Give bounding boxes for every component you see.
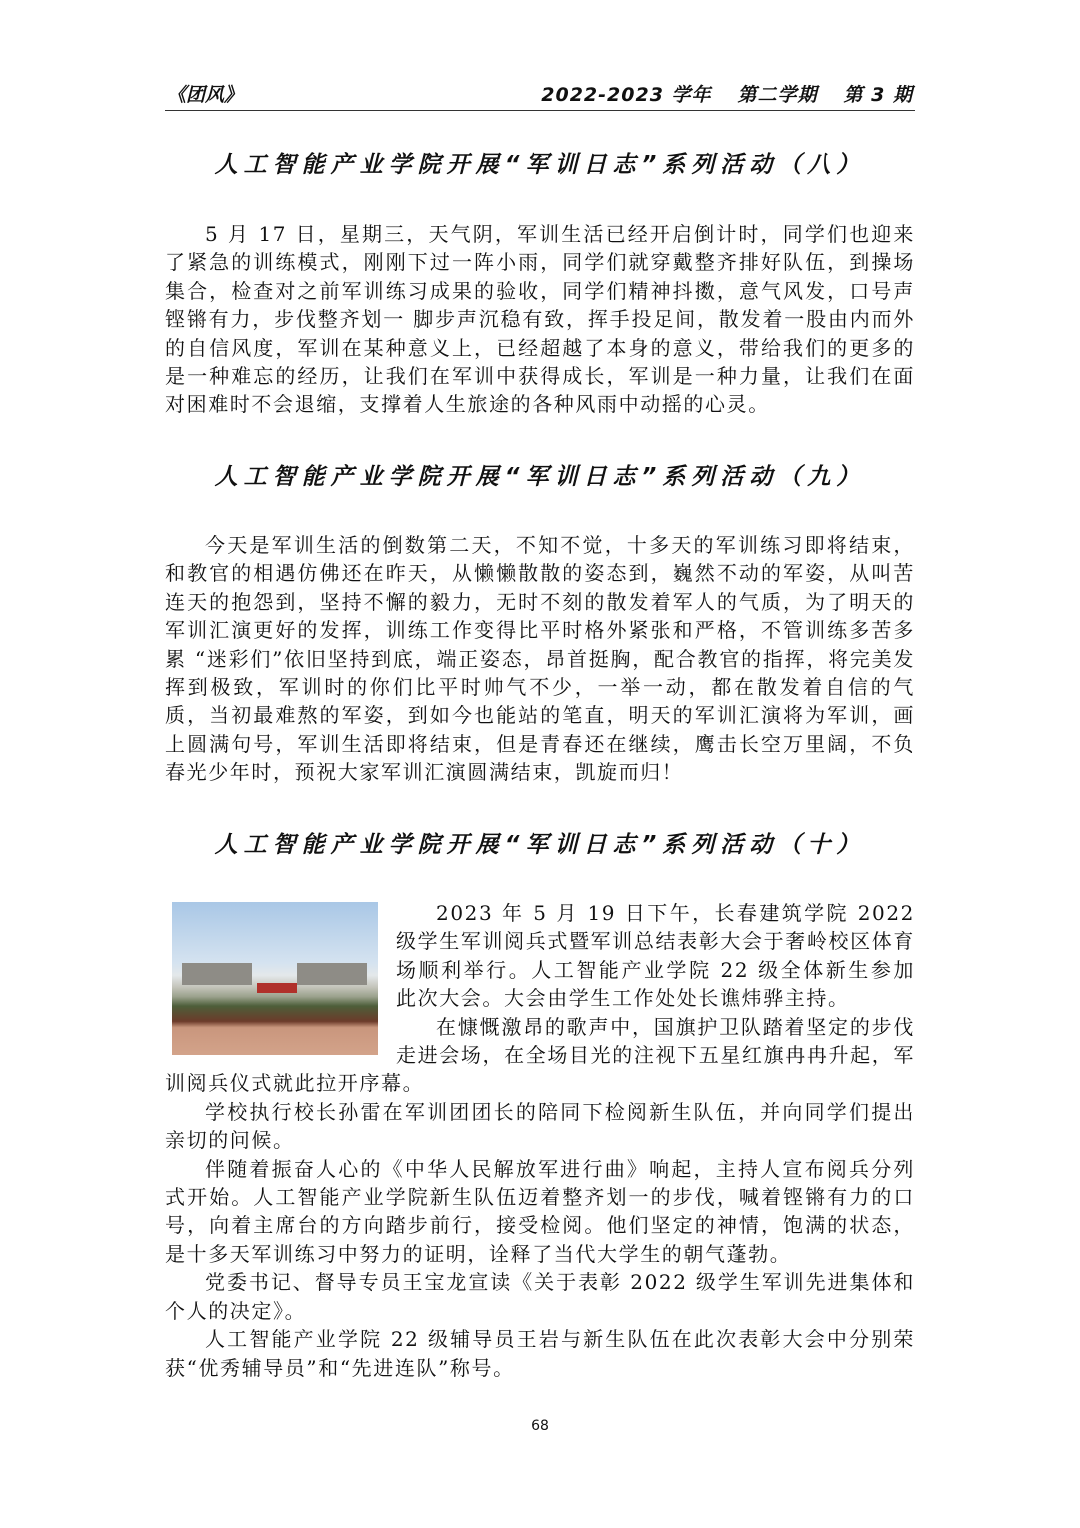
- issue-number: 第 3 期: [843, 84, 913, 106]
- paragraph: 人工智能产业学院 22 级辅导员王岩与新生队伍在此次表彰大会中分别荣获“优秀辅导员”和“先进连队”称号。: [165, 1327, 915, 1380]
- paragraph: 在慷慨激昂的歌声中，国旗护卫队踏着坚定的步伐走进会场，在全场目光的注视下五星红旗冉冉升起，军训阅兵仪式就此拉开序幕。: [165, 1014, 915, 1096]
- section-body-8: [165, 220, 915, 419]
- page-number: 68: [531, 1418, 549, 1434]
- military-parade-photo: [172, 902, 378, 1055]
- magazine-name: 《团风》: [167, 84, 244, 106]
- paragraph: 5 月 17 日，星期三，天气阴，军训生活已经开启倒计时，同学们也迎来了紧急的训练模式，刚刚下过一阵小雨，同学们就穿戴整齐排好队伍，到操场集合，检查对之前军训练习成果的验收，同学们精神抖擞，意气风发，口号声铿锵有力，步伐整齐划一 脚步声沉稳有致，挥手投足间，散发着一股由内而外的自信风度，军训在某种意义上，已经超越了本身的意义，带给我们的更多的是一种难忘的经历，让我们在军训中获得成长，军训是一种力量，让我们在面对困难时不会退缩，支撑着人生旅途的各种风雨中动摇的心灵。: [165, 222, 915, 417]
- section-body-10: [165, 899, 915, 1382]
- section-title-10: 人工智能产业学院开展“军训日志”系列活动（十）: [214, 832, 866, 858]
- section-title-9: 人工智能产业学院开展“军训日志”系列活动（九）: [214, 464, 866, 490]
- school-year: 2022-2023 学年: [541, 84, 712, 106]
- paragraph: 党委书记、督导专员王宝龙宣读《关于表彰 2022 级学生军训先进集体和个人的决定》。: [165, 1270, 915, 1323]
- section-title-8: 人工智能产业学院开展“军训日志”系列活动（八）: [214, 152, 866, 178]
- issue-info: [515, 80, 913, 107]
- paragraph: 2023 年 5 月 19 日下午，长春建筑学院 2022 级学生军训阅兵式暨军训总结表彰大会于奢岭校区体育场顺利举行。人工智能产业学院 22 级全体新生参加此次大会。大会由学生工作处处长谯炜骅主持。: [396, 901, 915, 1011]
- paragraph: 伴随着振奋人心的《中华人民解放军进行曲》响起，主持人宣布阅兵分列式开始。人工智能产业学院新生队伍迈着整齐划一的步伐，喊着铿锵有力的口号，向着主席台的方向踏步前行，接受检阅。他们坚定的神情，饱满的状态，是十多天军训练习中努力的证明，诠释了当代大学生的朝气蓬勃。: [165, 1156, 915, 1266]
- page-header: [165, 78, 915, 111]
- paragraph: 今天是军训生活的倒数第二天，不知不觉，十多天的军训练习即将结束，和教官的相遇仿佛还在昨天，从懒懒散散的姿态到，巍然不动的军姿，从叫苦连天的抱怨到，坚持不懈的毅力，无时不刻的散发着军人的气质，为了明天的军训汇演更好的发挥，训练工作变得比平时格外紧张和严格，不管训练多苦多累 “迷彩们”依旧坚持到底，端正姿态，昂首挺胸，配合教官的指挥，将完美发挥到极致，军训时的你们比平时帅气不少，一举一动，都在散发着自信的气质，当初最难熬的军姿，到如今也能站的笔直，明天的军训汇演将为军训，画上圆满句号，军训生活即将结束，但是青春还在继续，鹰击长空万里阔，不负春光少年时，预祝大家军训汇演圆满结束，凯旋而归！: [165, 533, 915, 785]
- section-body-9: [165, 531, 915, 787]
- term: 第二学期: [737, 84, 818, 106]
- paragraph: 学校执行校长孙雷在军训团团长的陪同下检阅新生队伍，并向同学们提出亲切的问候。: [165, 1099, 915, 1153]
